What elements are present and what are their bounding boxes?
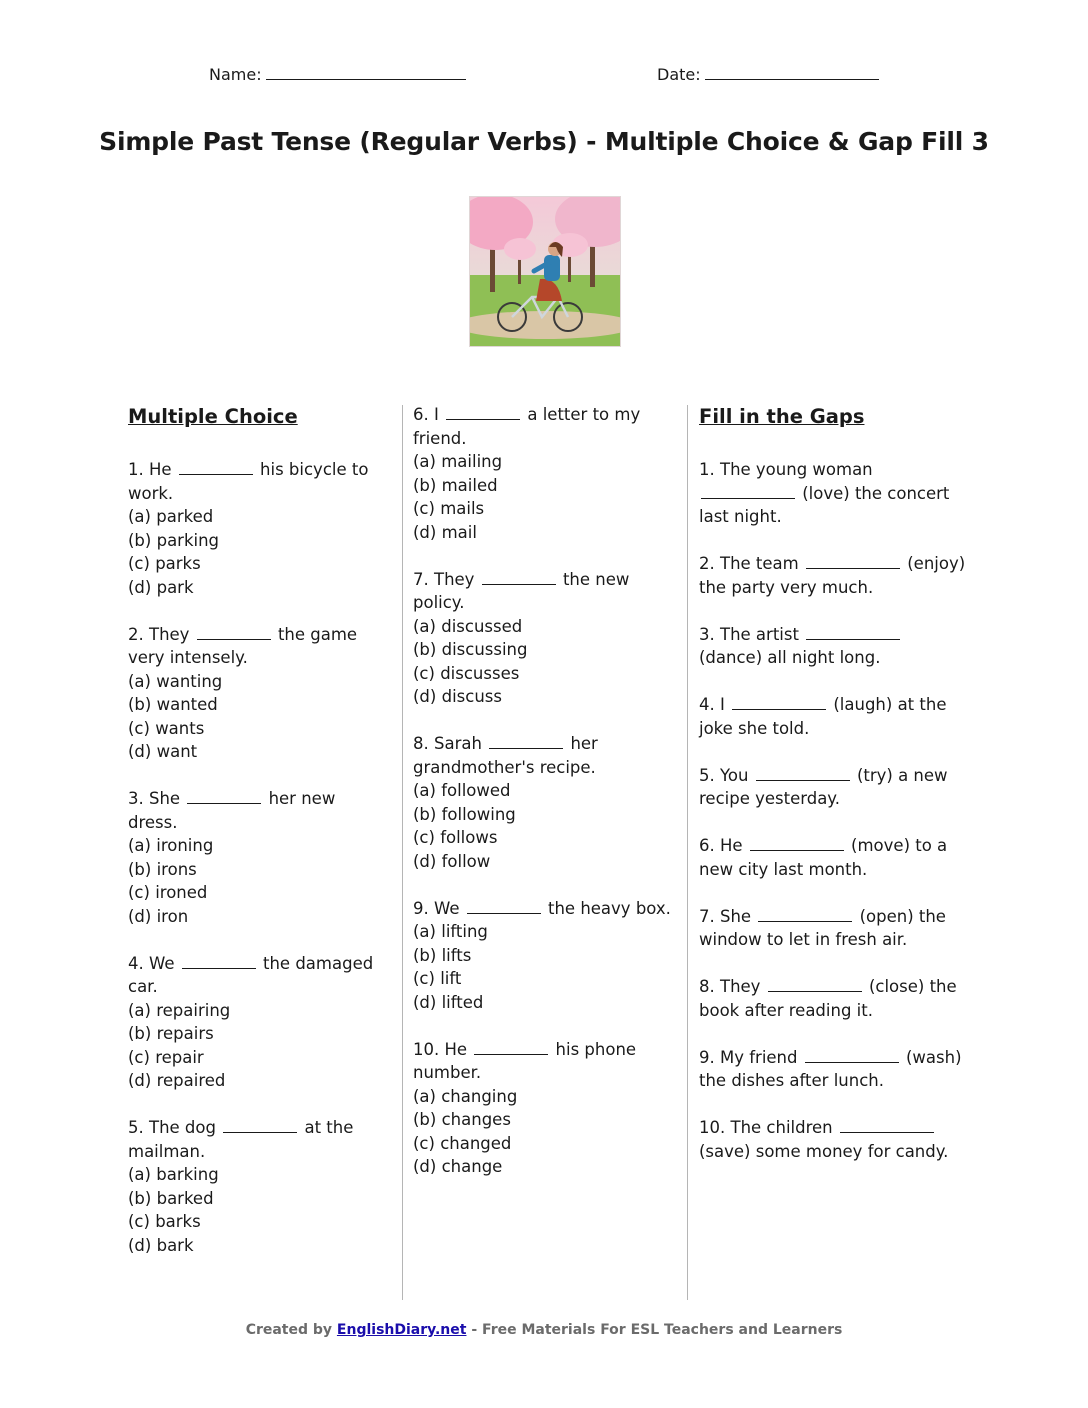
answer-blank[interactable] bbox=[806, 553, 900, 569]
question-text: the heavy box. bbox=[548, 898, 671, 918]
question-text: 9. My friend bbox=[699, 1047, 798, 1067]
name-blank[interactable] bbox=[266, 64, 466, 80]
question-text: 1. He bbox=[128, 460, 172, 479]
question-text: 4. I bbox=[699, 695, 725, 714]
name-label: Name: bbox=[209, 65, 262, 84]
question-text: 6. I bbox=[413, 405, 439, 424]
gap-question bbox=[699, 764, 969, 811]
fill-gaps-column bbox=[699, 403, 969, 1187]
answer-blank[interactable] bbox=[756, 765, 850, 781]
question-text: 7. They bbox=[413, 569, 475, 589]
question-stem bbox=[413, 897, 675, 921]
answer-option[interactable]: (c) mails bbox=[413, 499, 485, 518]
gap-question bbox=[699, 458, 969, 529]
answer-option[interactable]: (b) changes bbox=[413, 1110, 511, 1129]
gap-question bbox=[699, 834, 969, 881]
question-text: (love) the concert last night. bbox=[699, 483, 950, 526]
multiple-choice-heading: Multiple Choice bbox=[128, 405, 298, 428]
answer-option[interactable]: (a) barking bbox=[128, 1165, 219, 1184]
multiple-choice-column-2 bbox=[413, 403, 675, 1202]
question-stem bbox=[413, 568, 675, 615]
answer-option[interactable]: (d) park bbox=[128, 577, 194, 597]
question-text: a letter to my friend. bbox=[413, 405, 641, 448]
answer-blank[interactable] bbox=[223, 1117, 297, 1133]
answer-option[interactable]: (b) mailed bbox=[413, 475, 498, 495]
question-text: 5. You bbox=[699, 765, 749, 785]
answer-blank[interactable] bbox=[187, 788, 261, 804]
answer-blank[interactable] bbox=[732, 694, 826, 710]
answer-option[interactable]: (a) discussed bbox=[413, 616, 523, 636]
question-text: 3. She bbox=[128, 789, 181, 808]
question-text: her new dress. bbox=[128, 789, 336, 832]
question-text: at the mailman. bbox=[128, 1118, 354, 1161]
worksheet-title: Simple Past Tense (Regular Verbs) - Multiple Choice & Gap Fill 3 bbox=[99, 127, 989, 156]
mc-question bbox=[128, 1116, 390, 1257]
question-text: his bicycle to work. bbox=[128, 460, 369, 503]
footer-suffix: - Free Materials For ESL Teachers and Learners bbox=[471, 1322, 843, 1338]
footer bbox=[0, 1322, 1088, 1338]
name-field[interactable] bbox=[209, 64, 466, 84]
question-text: 9. We bbox=[413, 898, 460, 918]
mc-question bbox=[413, 568, 675, 709]
column-divider bbox=[687, 405, 688, 1300]
gap-question bbox=[699, 975, 969, 1022]
question-text: 2. The team bbox=[699, 554, 799, 573]
question-text: 2. They bbox=[128, 624, 190, 644]
question-stem bbox=[128, 787, 390, 834]
answer-blank[interactable] bbox=[701, 483, 795, 499]
question-text: 10. He bbox=[413, 1039, 468, 1059]
cyclist-illustration bbox=[469, 196, 621, 347]
question-stem bbox=[128, 1116, 390, 1163]
answer-option[interactable]: (d) lifted bbox=[413, 992, 484, 1012]
date-blank[interactable] bbox=[705, 64, 879, 80]
gap-question bbox=[699, 1116, 969, 1163]
answer-option[interactable]: (a) repairing bbox=[128, 1000, 231, 1020]
answer-option[interactable]: (b) irons bbox=[128, 859, 197, 879]
question-text: 7. She bbox=[699, 906, 752, 926]
answer-blank[interactable] bbox=[758, 906, 852, 922]
question-text: (save) some money for candy. bbox=[699, 1141, 949, 1161]
question-text: 8. Sarah bbox=[413, 734, 482, 753]
answer-option[interactable]: (b) barked bbox=[128, 1188, 214, 1208]
question-text: the new policy. bbox=[413, 569, 630, 612]
question-stem bbox=[413, 732, 675, 779]
footer-link[interactable]: EnglishDiary.net bbox=[336, 1322, 467, 1338]
mc-question bbox=[128, 787, 390, 928]
date-label: Date: bbox=[657, 65, 701, 84]
answer-option[interactable]: (c) repair bbox=[128, 1047, 204, 1067]
answer-option[interactable]: (b) repairs bbox=[128, 1024, 214, 1043]
question-text: her grandmother's recipe. bbox=[413, 734, 598, 777]
mc-question bbox=[413, 1038, 675, 1179]
answer-blank[interactable] bbox=[768, 976, 862, 992]
answer-option[interactable]: (b) discussing bbox=[413, 640, 528, 659]
question-text: 3. The artist bbox=[699, 624, 799, 644]
answer-option[interactable]: (a) changing bbox=[413, 1086, 518, 1106]
answer-option[interactable]: (d) mail bbox=[413, 522, 477, 542]
question-stem bbox=[128, 952, 390, 999]
answer-blank[interactable] bbox=[179, 459, 253, 475]
question-text: (try) a new recipe yesterday. bbox=[699, 765, 948, 808]
question-text: (move) to a new city last month. bbox=[699, 836, 948, 879]
answer-option[interactable]: (b) parking bbox=[128, 530, 220, 550]
question-text: (close) the book after reading it. bbox=[699, 977, 957, 1020]
gap-question bbox=[699, 623, 969, 670]
answer-option[interactable]: (d) bark bbox=[128, 1235, 194, 1255]
question-stem bbox=[413, 403, 675, 450]
answer-blank[interactable] bbox=[446, 404, 520, 420]
mc-question bbox=[128, 952, 390, 1093]
gap-question bbox=[699, 905, 969, 952]
mc-question bbox=[413, 897, 675, 1015]
footer-prefix: Created by bbox=[245, 1322, 333, 1338]
question-text: the damaged car. bbox=[128, 953, 374, 996]
question-text: 4. We bbox=[128, 953, 175, 973]
mc-question bbox=[128, 458, 390, 599]
column-divider bbox=[402, 405, 403, 1300]
answer-option[interactable]: (d) follow bbox=[413, 851, 491, 871]
question-text: (open) the window to let in fresh air. bbox=[699, 906, 946, 949]
answer-option[interactable]: (d) discuss bbox=[413, 687, 502, 706]
answer-blank[interactable] bbox=[805, 1047, 899, 1063]
question-stem bbox=[128, 623, 390, 670]
answer-option[interactable]: (a) ironing bbox=[128, 836, 214, 855]
answer-option[interactable]: (c) follows bbox=[413, 828, 498, 847]
question-text: (enjoy) the party very much. bbox=[699, 554, 966, 597]
fill-gaps-heading: Fill in the Gaps bbox=[699, 405, 865, 428]
question-text: 8. They bbox=[699, 977, 761, 996]
answer-option[interactable]: (d) repaired bbox=[128, 1071, 226, 1090]
answer-blank[interactable] bbox=[806, 624, 900, 640]
answer-option[interactable]: (d) want bbox=[128, 742, 198, 761]
gap-question bbox=[699, 693, 969, 740]
answer-blank[interactable] bbox=[750, 835, 844, 851]
question-text: (laugh) at the joke she told. bbox=[699, 695, 947, 738]
answer-blank[interactable] bbox=[489, 733, 563, 749]
mc-question bbox=[413, 403, 675, 544]
gap-question bbox=[699, 552, 969, 599]
question-stem bbox=[128, 458, 390, 505]
answer-option[interactable]: (c) barks bbox=[128, 1212, 201, 1231]
answer-option[interactable]: (c) ironed bbox=[128, 883, 208, 902]
answer-option[interactable]: (b) wanted bbox=[128, 695, 218, 714]
question-text: his phone number. bbox=[413, 1039, 637, 1082]
answer-option[interactable]: (d) change bbox=[413, 1157, 503, 1176]
answer-option[interactable]: (b) lifts bbox=[413, 945, 472, 965]
answer-option[interactable]: (a) parked bbox=[128, 507, 214, 526]
question-text: the game very intensely. bbox=[128, 624, 358, 667]
answer-blank[interactable] bbox=[197, 624, 271, 640]
answer-option[interactable]: (c) wants bbox=[128, 718, 205, 738]
answer-option[interactable]: (c) discusses bbox=[413, 663, 520, 683]
answer-blank[interactable] bbox=[482, 569, 556, 585]
gap-question bbox=[699, 1046, 969, 1093]
mc-question bbox=[128, 623, 390, 764]
question-text: 10. The children bbox=[699, 1118, 833, 1137]
question-text: 5. The dog bbox=[128, 1118, 216, 1137]
answer-blank[interactable] bbox=[467, 898, 541, 914]
multiple-choice-column-1 bbox=[128, 403, 390, 1281]
answer-option[interactable]: (d) iron bbox=[128, 906, 189, 926]
date-field[interactable] bbox=[657, 64, 879, 84]
answer-option[interactable]: (a) followed bbox=[413, 781, 511, 800]
answer-option[interactable]: (b) following bbox=[413, 804, 516, 824]
question-text: (wash) the dishes after lunch. bbox=[699, 1047, 962, 1090]
answer-option[interactable]: (a) mailing bbox=[413, 452, 503, 471]
answer-option[interactable]: (c) changed bbox=[413, 1133, 512, 1153]
mc-question bbox=[413, 732, 675, 873]
answer-option[interactable]: (a) lifting bbox=[413, 922, 488, 941]
question-stem bbox=[413, 1038, 675, 1085]
answer-blank[interactable] bbox=[840, 1117, 934, 1133]
answer-blank[interactable] bbox=[474, 1039, 548, 1055]
question-text: 6. He bbox=[699, 836, 743, 855]
answer-blank[interactable] bbox=[182, 953, 256, 969]
answer-option[interactable]: (c) lift bbox=[413, 969, 462, 988]
answer-option[interactable]: (c) parks bbox=[128, 554, 201, 573]
question-text: 1. The young woman bbox=[699, 460, 873, 479]
question-text: (dance) all night long. bbox=[699, 648, 881, 667]
answer-option[interactable]: (a) wanting bbox=[128, 671, 223, 691]
